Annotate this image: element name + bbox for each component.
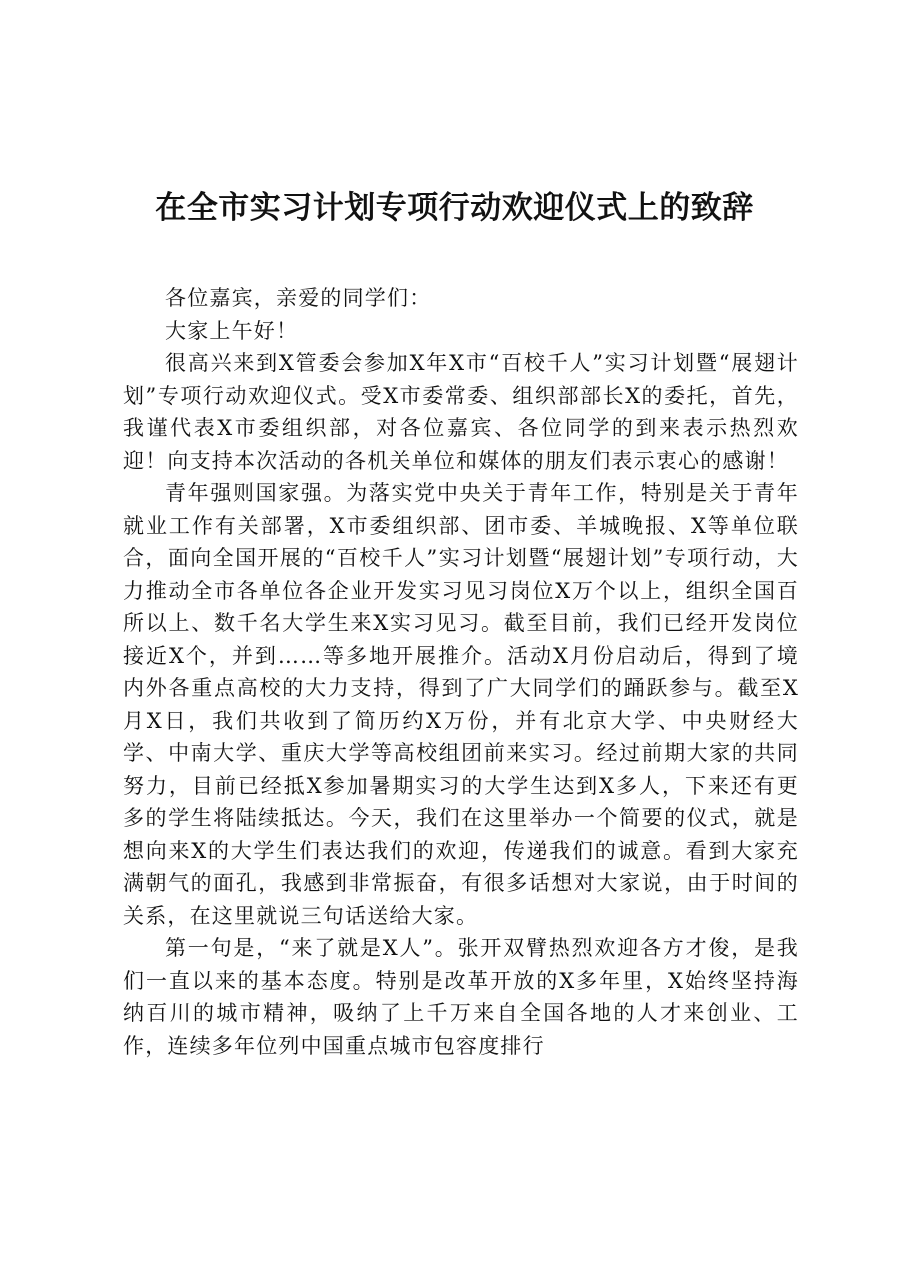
document-body bbox=[123, 282, 799, 1062]
greeting-paragraph: 大家上午好！ bbox=[165, 318, 299, 343]
body-paragraph: 很高兴来到X管委会参加X年X市“百校千人”实习计划暨“展翅计划”专项行动欢迎仪式。受X市委常委、组织部部长X的委托，首先，我谨代表X市委组织部，对各位嘉宾、各位同学的到来表示热烈欢迎！向支持本次活动的各机关单位和媒体的朋友们表示衷心的感谢！ bbox=[123, 351, 799, 473]
salutation-paragraph: 各位嘉宾，亲爱的同学们： bbox=[165, 286, 432, 310]
body-paragraph: 第一句是，“来了就是X人”。张开双臂热烈欢迎各方才俊，是我们一直以来的基本态度。特别是改革开放的X多年里，X始终坚持海纳百川的城市精神，吸纳了上千万来自全国各地的人才来创业、工作，连续多年位列中国重点城市包容度排行 bbox=[123, 936, 799, 1058]
body-paragraph: 青年强则国家强。为落实党中央关于青年工作，特别是关于青年就业工作有关部署，X市委组织部、团市委、羊城晚报、X等单位联合，面向全国开展的“百校千人”实习计划暨“展翅计划”专项行动，大力推动全市各单位各企业开发实习见习岗位X万个以上，组织全国百所以上、数千名大学生来X实习见习。截至目前，我们已经开发岗位接近X个，并到……等多地开展推介。活动X月份启动后，得到了境内外各重点高校的大力支持，得到了广大同学们的踊跃参与。截至X月X日，我们共收到了简历约X万份，并有北京大学、中央财经大学、中南大学、重庆大学等高校组团前来实习。经过前期大家的共同努力，目前已经抵X参加暑期实习的大学生达到X多人，下来还有更多的学生将陆续抵达。今天，我们在这里举办一个简要的仪式，就是想向来X的大学生们表达我们的欢迎，传递我们的诚意。看到大家充满朝气的面孔，我感到非常振奋，有很多话想对大家说，由于时间的关系，在这里就说三句话送给大家。 bbox=[123, 481, 799, 928]
document-title: 在全市实习计划专项行动欢迎仪式上的致辞 bbox=[155, 190, 754, 226]
